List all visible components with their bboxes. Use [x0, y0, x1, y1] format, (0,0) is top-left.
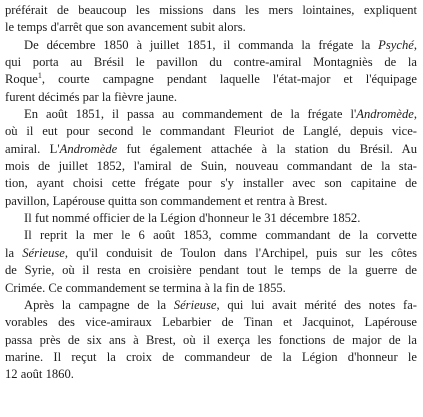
text-line [5, 349, 417, 366]
paragraph [5, 297, 417, 384]
text-run: furent décimés par la fièvre jaune. [5, 89, 178, 104]
text-run: Il fut nommé officier de la Légion d'honneur le 31 décembre 1852. [24, 211, 361, 226]
text-line [5, 2, 417, 19]
text-line [5, 366, 417, 383]
text-line [5, 262, 417, 279]
text-run: vorables des vice-amiraux Lebarbier de Tinan et Jacquinot, Lapérouse [5, 315, 417, 330]
text-line [5, 175, 417, 192]
text-run: Crimée. Ce commandement se termina à la fin de 1855. [5, 280, 286, 295]
text-run: pavillon, Lapérouse quitta son commandement et rentra à Brest. [5, 193, 328, 208]
text-run: préférait de beaucoup les missions dans les mers lointaines, expliquent [5, 3, 417, 17]
text-line [5, 71, 417, 88]
text-run: la [5, 245, 23, 260]
text-run: amiral. L' [5, 141, 60, 156]
text-line [5, 314, 417, 331]
text-run: 12 août 1860. [5, 367, 74, 382]
text-run: où il eut pour second le commandant Fleuriot de Langlé, depuis vice- [5, 124, 417, 139]
paragraph [5, 106, 417, 210]
text-run: , qui lui avait mérité des notes fa- [216, 297, 417, 312]
text-line [5, 210, 417, 227]
text-run: passa près de six ans à Brest, où il exerça les fonctions de major de la [5, 332, 417, 347]
paragraph [5, 227, 417, 296]
paragraph [5, 210, 417, 227]
ship-name: Andromède [59, 141, 118, 156]
text-line [5, 245, 417, 262]
text-run: En août 1851, il passa au commandement de la frégate l' [24, 107, 357, 122]
text-line [5, 54, 417, 71]
text-run: le temps d'arrêt que son avancement subit alors. [5, 20, 246, 35]
text-run: Roque [5, 72, 38, 87]
document-page [5, 2, 417, 384]
text-line [5, 227, 417, 244]
text-line [5, 89, 417, 106]
text-run: de Syrie, où il resta en croisière pendant tout le temps de la guerre de [5, 263, 417, 278]
ship-name: Psyché [378, 37, 414, 52]
text-line [5, 158, 417, 175]
paragraph [5, 2, 417, 37]
text-run: , qu'il conduisit de Toulon dans l'Archipel, puis sur les côtes [64, 245, 417, 260]
ship-name: Sérieuse [22, 245, 65, 260]
text-line [5, 37, 417, 54]
text-line [5, 332, 417, 349]
text-run: Après la campagne de la [24, 297, 174, 312]
text-run: Il reprit la mer le 6 août 1853, comme commandant de la corvette [24, 228, 417, 243]
paragraph [5, 37, 417, 106]
text-run: , [413, 107, 417, 122]
text-line [5, 141, 417, 158]
text-line [5, 106, 417, 123]
text-run: De décembre 1850 à juillet 1851, il commanda la frégate la [24, 37, 379, 52]
ship-name: Andromède [356, 107, 414, 122]
text-line [5, 297, 417, 314]
text-run: fut également attachée à la station du Brésil. Au [117, 141, 417, 156]
text-line [5, 280, 417, 297]
text-line [5, 123, 417, 140]
text-line [5, 19, 417, 36]
text-run: , [413, 37, 417, 52]
text-run: qui porta au Brésil le pavillon du contre-amiral Montagniès de la [5, 55, 417, 70]
text-run: mois de juillet 1852, l'amiral de Suin, nouveau commandant de la sta- [5, 159, 417, 174]
ship-name: Sérieuse [173, 297, 217, 312]
text-run: marine. Il reçut la croix de commandeur de la Légion d'honneur le [5, 349, 417, 364]
footnote-marker: 1 [37, 71, 42, 81]
text-run: tion, ayant choisi cette frégate pour s'y installer avec son capitaine de [5, 176, 417, 191]
text-line [5, 193, 417, 210]
text-run: , courte campagne pendant laquelle l'état-major et l'équipage [41, 72, 417, 87]
